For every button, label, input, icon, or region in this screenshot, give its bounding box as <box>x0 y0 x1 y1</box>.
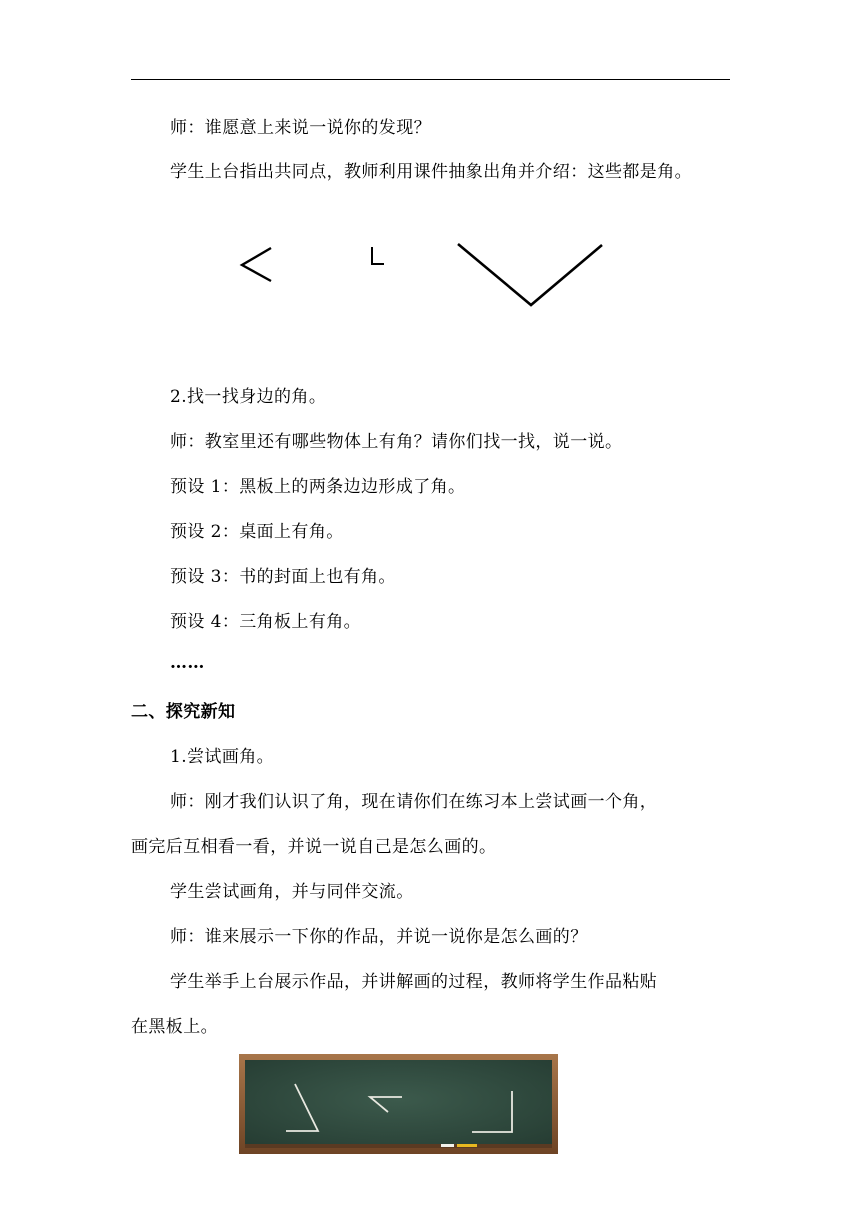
chalk-yellow-piece <box>457 1144 477 1147</box>
paragraph-students-point-out: 学生上台指出共同点，教师利用课件抽象出角并介绍：这些都是角。 <box>170 162 692 182</box>
blackboard-image <box>239 1054 558 1154</box>
preset-2: 预设 2：桌面上有角。 <box>170 522 344 542</box>
paragraph-teacher-instruction-2: 画完后互相看一看，并说一说自己是怎么画的。 <box>131 837 497 857</box>
chalk-white-piece <box>441 1144 454 1147</box>
paragraph-students-draw: 学生尝试画角，并与同伴交流。 <box>170 882 414 902</box>
paragraph-teacher-show: 师：谁来展示一下你的作品，并说一说你是怎么画的？ <box>170 927 588 947</box>
ellipsis: …… <box>170 653 205 673</box>
step-find-angles: 2.找一找身边的角。 <box>170 387 327 407</box>
preset-1: 预设 1：黑板上的两条边边形成了角。 <box>170 477 466 497</box>
section-heading: 二、探究新知 <box>131 702 236 722</box>
header-rule <box>131 79 730 80</box>
blackboard-surface <box>245 1060 552 1148</box>
preset-3: 预设 3：书的封面上也有角。 <box>170 567 396 587</box>
angle-wide <box>458 244 602 305</box>
angle-right <box>372 247 384 264</box>
angles-figure <box>230 235 620 315</box>
paragraph-teacher-classroom: 师：教室里还有哪些物体上有角？请你们找一找，说一说。 <box>170 432 623 452</box>
paragraph-students-present-2: 在黑板上。 <box>131 1017 218 1037</box>
paragraph-teacher-question: 师：谁愿意上来说一说你的发现？ <box>170 118 431 138</box>
angle-left-opening <box>242 248 271 281</box>
step-try-drawing: 1.尝试画角。 <box>170 747 275 767</box>
preset-4: 预设 4：三角板上有角。 <box>170 612 362 632</box>
paragraph-students-present-1: 学生举手上台展示作品，并讲解画的过程，教师将学生作品粘贴 <box>170 972 658 992</box>
paragraph-teacher-instruction-1: 师：刚才我们认识了角，现在请你们在练习本上尝试画一个角， <box>170 792 658 812</box>
chalk-tray <box>245 1144 552 1148</box>
